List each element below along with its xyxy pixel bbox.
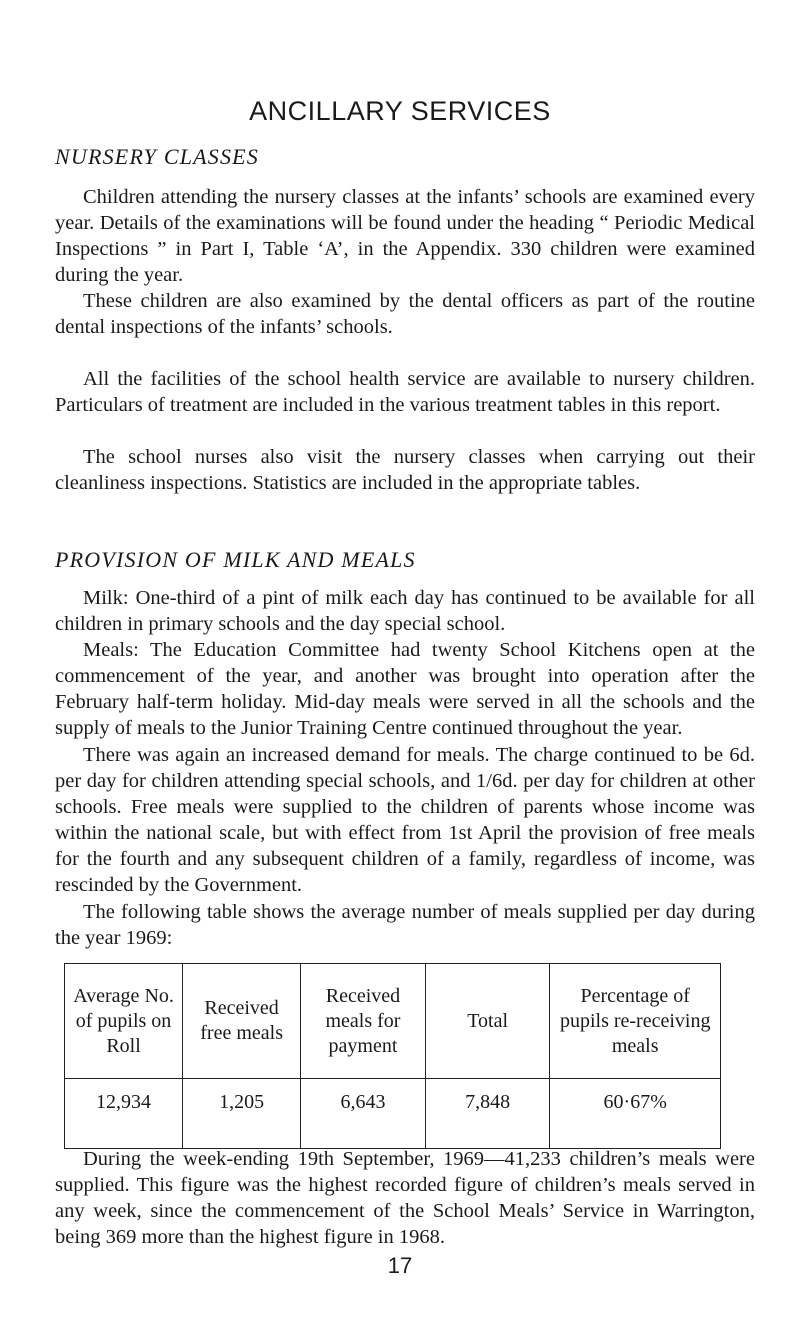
- nursery-paragraph-1: Children attending the nursery classes at the infants’ schools are examined every year. Details of the examinations will be found under the heading “ Periodic Medical Inspections ” in Part I, Table ‘A’, in the Appendix. 330 children were examined during the year.: [55, 186, 755, 286]
- header-free-meals: Received free meals: [183, 964, 301, 1079]
- page-number: 17: [387, 1253, 413, 1278]
- meals-table-row: [65, 1079, 721, 1149]
- page-heading: ANCILLARY SERVICES: [249, 96, 551, 126]
- header-meals-for-payment: Received meals for payment: [301, 964, 426, 1079]
- provision-paragraph-table-intro: The following table shows the average number of meals supplied per day during the year 1969:: [55, 901, 755, 949]
- cell-average-pupils: 12,934: [65, 1079, 183, 1149]
- nursery-paragraph-2: These children are also examined by the dental officers as part of the routine dental inspections of the infants’ schools.: [55, 290, 755, 338]
- provision-paragraph-demand: There was again an increased demand for meals. The charge continued to be 6d. per day for children attending special schools, and 1/6d. per day for children at other schools. Free meals were supplied to the children of parents whose income was within the national scale, but with effect from 1st April the provision of free meals for the fourth and any subsequent children of a family, regardless of income, was rescinded by the Government.: [55, 744, 755, 896]
- cell-total: 7,848: [425, 1079, 550, 1149]
- provision-title: PROVISION OF MILK AND MEALS: [55, 547, 416, 572]
- cell-free-meals: 1,205: [183, 1079, 301, 1149]
- closing-paragraph: During the week-ending 19th September, 1969—41,233 children’s meals were supplied. This figure was the highest recorded figure of children’s meals served in any week, since the commencement of the School Meals’ Service in Warrington, being 369 more than the highest figure in 1968.: [55, 1148, 755, 1248]
- cell-percentage: 60·67%: [550, 1079, 721, 1149]
- header-percentage: Percentage of pupils re-receiving meals: [550, 964, 721, 1079]
- provision-paragraph-meals: Meals: The Education Committee had twenty School Kitchens open at the commencement of the year, and another was brought into operation after the February half-term holiday. Mid-day meals were served in all the schools and the supply of meals to the Junior Training Centre continued throughout the year.: [55, 639, 755, 739]
- nursery-classes-title: NURSERY CLASSES: [55, 144, 260, 169]
- header-total: Total: [425, 964, 550, 1079]
- meals-table-header-row: [65, 964, 721, 1079]
- nursery-paragraph-3: All the facilities of the school health service are available to nursery children. Particulars of treatment are included in the various treatment tables in this report.: [55, 368, 755, 416]
- header-average-pupils: Average No. of pupils on Roll: [65, 964, 183, 1079]
- cell-meals-for-payment: 6,643: [301, 1079, 426, 1149]
- meals-table: [64, 963, 721, 1149]
- nursery-paragraph-4: The school nurses also visit the nursery classes when carrying out their cleanliness inspections. Statistics are included in the appropriate tables.: [55, 446, 755, 494]
- provision-paragraph-milk: Milk: One-third of a pint of milk each day has continued to be available for all children in primary schools and the day special school.: [55, 587, 755, 635]
